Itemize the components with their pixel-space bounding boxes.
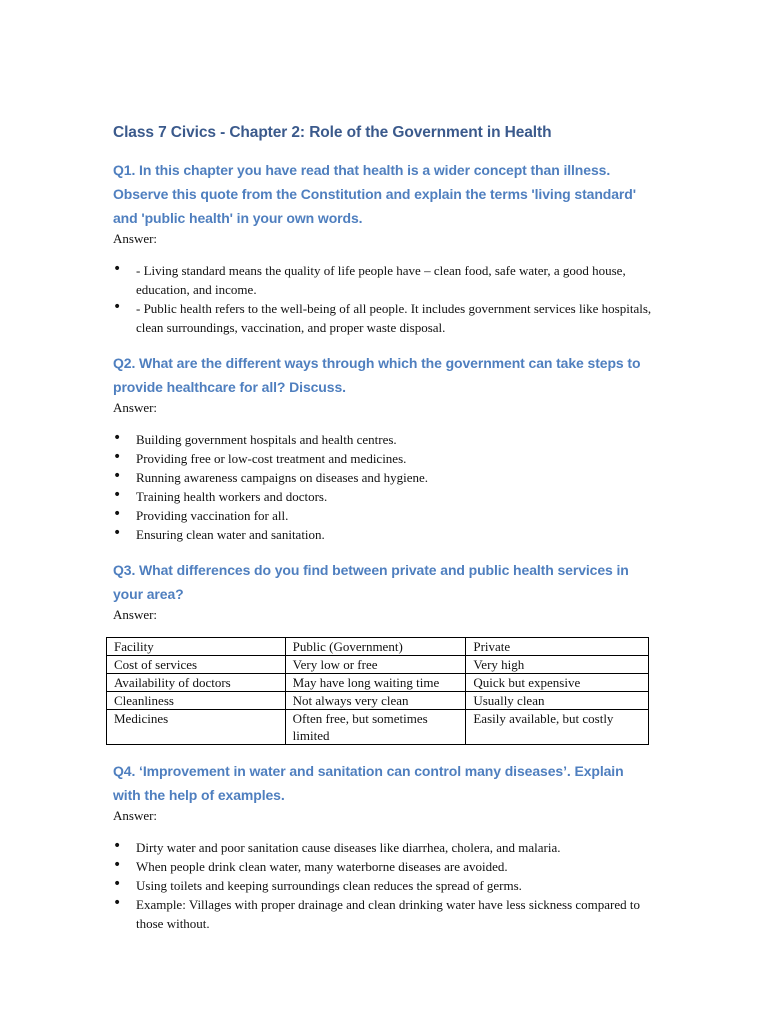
answer-2-list (113, 430, 653, 544)
question-4: Q4. ‘Improvement in water and sanitation can control many diseases’. Explain with the help of examples. (113, 763, 624, 803)
question-2: Q2. What are the different ways through which the government can take steps to provide healthcare for all? Discuss. (113, 355, 641, 395)
answer-label-4: Answer: (113, 808, 158, 823)
list-item: • Ensuring clean water and sanitation. (113, 525, 653, 544)
question-4-section (113, 759, 653, 933)
question-1-section (113, 158, 653, 351)
table-row (107, 656, 649, 674)
table-cell: Availability of doctors (107, 674, 286, 692)
table-cell: Not always very clean (285, 692, 466, 710)
answer-label-3: Answer: (113, 607, 158, 622)
table-cell: Very high (466, 656, 649, 674)
list-item: • Training health workers and doctors. (113, 487, 653, 506)
table-cell: Usually clean (466, 692, 649, 710)
table-cell: May have long waiting time (285, 674, 466, 692)
answer-4-list (113, 838, 653, 933)
list-item: • Providing free or low-cost treatment and medicines. (113, 449, 653, 468)
question-3-section (113, 558, 653, 745)
answer-label-1: Answer: (113, 231, 158, 246)
list-item: • Example: Villages with proper drainage and clean drinking water have less sickness compared to those without. (113, 895, 653, 933)
question-2-section (113, 351, 653, 558)
list-item: • Building government hospitals and health centres. (113, 430, 653, 449)
question-3: Q3. What differences do you find between private and public health services in your area? (113, 562, 629, 602)
list-item: • Running awareness campaigns on diseases and hygiene. (113, 468, 653, 487)
document-page (113, 124, 653, 933)
list-item: • Providing vaccination for all. (113, 506, 653, 525)
question-1: Q1. In this chapter you have read that health is a wider concept than illness. Observe this quote from the Constitution and explain the terms 'living standard' and 'public health' in your own words. (113, 162, 636, 226)
comparison-table (106, 637, 649, 745)
table-header-cell: Private (466, 638, 649, 656)
table-cell: Often free, but sometimes limited (285, 710, 466, 745)
table-cell: Easily available, but costly (466, 710, 649, 745)
table-row (107, 710, 649, 745)
table-row (107, 674, 649, 692)
list-item: • When people drink clean water, many waterborne diseases are avoided. (113, 857, 653, 876)
list-item: • - Living standard means the quality of life people have – clean food, safe water, a good house, education, and income. (113, 261, 653, 299)
table-cell: Very low or free (285, 656, 466, 674)
answer-label-2: Answer: (113, 400, 158, 415)
table-header-cell: Public (Government) (285, 638, 466, 656)
list-item: • Using toilets and keeping surroundings clean reduces the spread of germs. (113, 876, 653, 895)
table-cell: Quick but expensive (466, 674, 649, 692)
answer-1-list (113, 261, 653, 337)
table-row (107, 692, 649, 710)
table-cell: Medicines (107, 710, 286, 745)
table-cell: Cost of services (107, 656, 286, 674)
table-header-row (107, 638, 649, 656)
table-cell: Cleanliness (107, 692, 286, 710)
page-title: Class 7 Civics - Chapter 2: Role of the Government in Health (113, 124, 552, 141)
table-header-cell: Facility (107, 638, 286, 656)
list-item: • Dirty water and poor sanitation cause diseases like diarrhea, cholera, and malaria. (113, 838, 653, 857)
list-item: • - Public health refers to the well-being of all people. It includes government services like hospitals, clean surroundings, vaccination, and proper waste disposal. (113, 299, 653, 337)
